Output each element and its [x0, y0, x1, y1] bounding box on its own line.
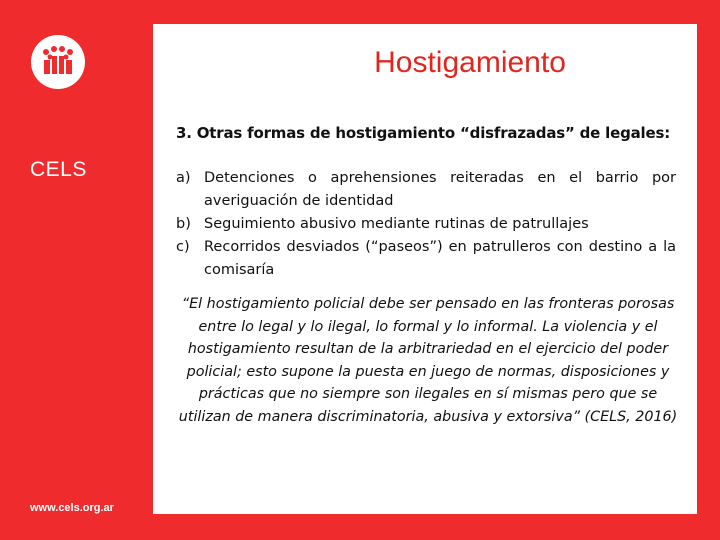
quote-text: “El hostigamiento policial debe ser pensado en las fronteras porosas entre lo legal y lo ilegal, lo formal y lo informal. La violencia y el hostigamiento resultan de la arbitrariedad en el ejercicio del poder policial; esto supone la puesta en juego de normas, disposiciones y prácticas que no siempre son ilegales en sí mismas pero que se utilizan de manera discriminatoria, abusiva y extorsiva” (CELS, 2016): [178, 296, 678, 425]
slide-subtitle: 3. Otras formas de hostigamiento “disfrazadas” de legales:: [176, 124, 670, 142]
list-item-text: Detenciones o aprehensiones reiteradas en el barrio por averiguación de identidad: [204, 170, 676, 209]
list-item-text: Recorridos desviados (“paseos”) en patrulleros con destino a la comisaría: [204, 239, 676, 278]
list-item: [176, 213, 676, 236]
list-marker: c): [176, 239, 190, 255]
website-url[interactable]: www.cels.org.ar: [30, 502, 114, 514]
slide-card: [153, 24, 697, 514]
list-item: [176, 236, 676, 282]
forms-list: [176, 167, 676, 282]
list-item-text: Seguimiento abusivo mediante rutinas de patrullajes: [204, 216, 589, 232]
cels-logo-icon: [26, 30, 90, 94]
list-marker: a): [176, 170, 191, 186]
brand-name: CELS: [30, 158, 87, 181]
list-item: [176, 167, 676, 213]
slide-title: Hostigamiento: [374, 46, 566, 79]
list-marker: b): [176, 216, 191, 232]
